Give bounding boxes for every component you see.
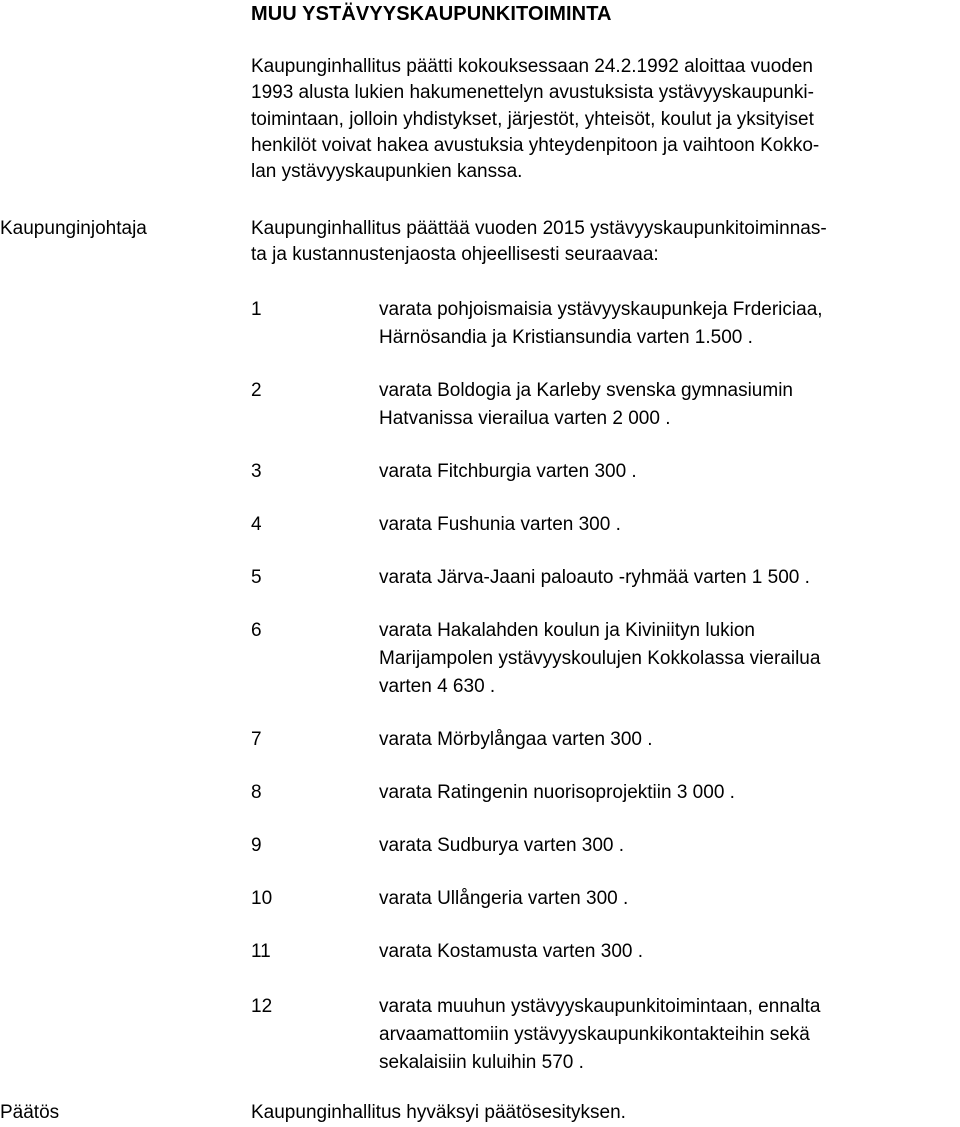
- item-line: Härnösandia ja Kristiansundia varten 1.500 .: [379, 326, 753, 348]
- item-number: 5: [251, 567, 262, 588]
- item-number: 11: [251, 941, 271, 962]
- decision-label: Päätös: [0, 1102, 60, 1123]
- item-text: [379, 885, 628, 913]
- item-number: 3: [251, 461, 262, 482]
- paragraph-line: lan ystävyyskaupunkien kanssa.: [251, 161, 523, 183]
- item-number: 8: [251, 782, 262, 803]
- item-text: [379, 938, 643, 966]
- item-line: varata Fushunia varten 300 .: [379, 514, 621, 535]
- item-line: varten 4 630 .: [379, 675, 496, 697]
- paragraph-line: ta ja kustannustenjaosta ohjeellisesti seuraavaa:: [251, 244, 659, 266]
- item-line: varata muuhun ystävyyskaupunkitoimintaan, ennalta: [379, 996, 821, 1017]
- paragraph-line: Kaupunginhallitus hyväksyi päätösesityksen.: [251, 1102, 626, 1123]
- section-heading: MUU YSTÄVYYSKAUPUNKITOIMINTA: [251, 3, 612, 25]
- item-line: varata Järva-Jaani paloauto -ryhmää varten 1 500 .: [379, 567, 810, 588]
- item-line: varata Hakalahden koulun ja Kiviniityn lukion: [379, 620, 756, 641]
- item-text: [379, 377, 793, 433]
- proposal-intro: [251, 216, 951, 269]
- paragraph-line: henkilöt voivat hakea avustuksia yhteydenpitoon ja vaihtoon Kokko-: [251, 134, 820, 156]
- item-line: varata Boldogia ja Karleby svenska gymnasiumin: [379, 380, 793, 401]
- item-text: [379, 458, 637, 486]
- proposal-label: Kaupunginjohtaja: [0, 218, 147, 239]
- item-number: 2: [251, 380, 262, 401]
- item-text: [379, 779, 735, 807]
- item-line: Hatvanissa vierailua varten 2 000 .: [379, 407, 671, 429]
- item-number: 1: [251, 299, 262, 320]
- item-number: 12: [251, 996, 273, 1017]
- item-text: [379, 296, 823, 352]
- item-number: 6: [251, 620, 262, 641]
- item-text: [379, 726, 653, 754]
- paragraph-line: toimintaan, jolloin yhdistykset, järjestöt, yhteisöt, koulut ja yksityiset: [251, 108, 814, 130]
- item-line: varata Kostamusta varten 300 .: [379, 941, 644, 962]
- item-line: varata pohjoismaisia ystävyyskaupunkeja Frdericiaa,: [379, 299, 823, 320]
- item-number: 9: [251, 835, 262, 856]
- paragraph-line: 1993 alusta lukien hakumenettelyn avustuksista ystävyyskaupunki-: [251, 82, 814, 104]
- item-text: [379, 832, 624, 860]
- item-line: varata Mörbylångaa varten 300 .: [379, 729, 653, 750]
- item-number: 4: [251, 514, 262, 535]
- item-line: sekalaisiin kuluihin 570 .: [379, 1051, 584, 1073]
- item-line: varata Fitchburgia varten 300 .: [379, 461, 637, 482]
- item-line: varata Sudburya varten 300 .: [379, 835, 625, 856]
- item-text: [379, 993, 820, 1076]
- item-text: [379, 617, 820, 700]
- paragraph-line: Kaupunginhallitus päättää vuoden 2015 ystävyyskaupunkitoiminnas-: [251, 218, 827, 239]
- item-line: varata Ratingenin nuorisoprojektiin 3 000 .: [379, 782, 735, 803]
- decision-text: [251, 1100, 951, 1126]
- item-line: varata Ullångeria varten 300 .: [379, 888, 629, 909]
- item-text: [379, 511, 621, 539]
- item-line: arvaamattomiin ystävyyskaupunkikontakteihin sekä: [379, 1023, 810, 1045]
- item-text: [379, 564, 810, 592]
- item-line: Marijampolen ystävyyskoulujen Kokkolassa vierailua: [379, 647, 821, 669]
- item-number: 7: [251, 729, 262, 750]
- paragraph-line: Kaupunginhallitus päätti kokouksessaan 24.2.1992 aloittaa vuoden: [251, 56, 813, 77]
- background-paragraph: [251, 54, 951, 185]
- item-number: 10: [251, 888, 273, 909]
